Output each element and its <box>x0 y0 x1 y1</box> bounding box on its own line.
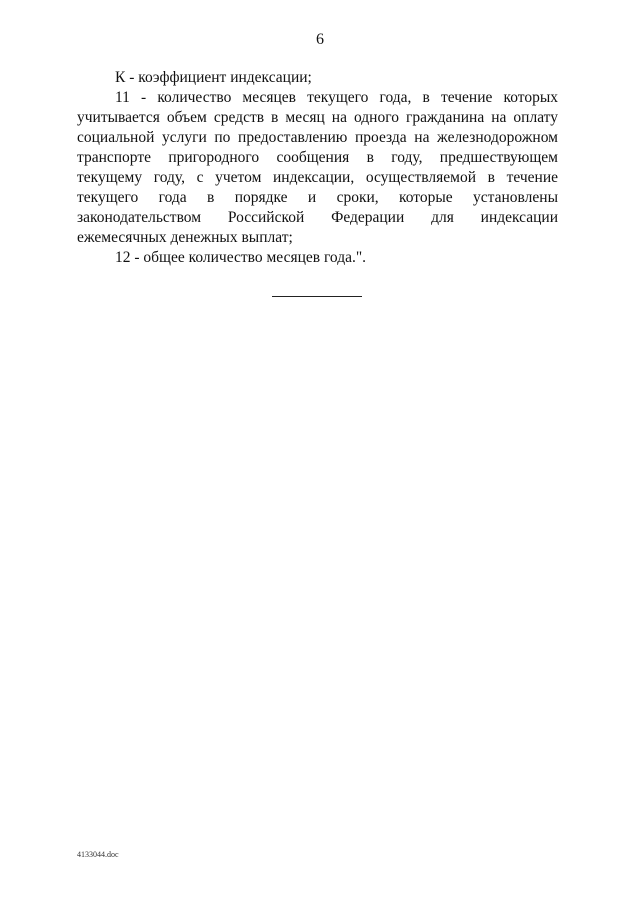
paragraph-coefficient: К - коэффициент индексации; <box>115 69 312 86</box>
document-body <box>77 68 558 268</box>
paragraph-months-indexed: 11 - количество месяцев текущего года, в течение которых учитывается объем средств в месяц на одного гражданина на оплату социальной услуги по предоставлению проезда на железнодорожном транспорте пригородного сообщения в году, предшествующем текущему году, с учетом индексации, осуществляемой в течение текущего года в порядке и сроки, которые установлены законодательством Российской Федерации для индексации ежемесячных денежных выплат; <box>77 89 558 246</box>
paragraph-total-months: 12 - общее количество месяцев года.". <box>115 249 367 266</box>
document-file-id: 4133044.doc <box>77 850 119 859</box>
page-number: 6 <box>316 31 324 48</box>
end-separator-line <box>272 296 362 297</box>
